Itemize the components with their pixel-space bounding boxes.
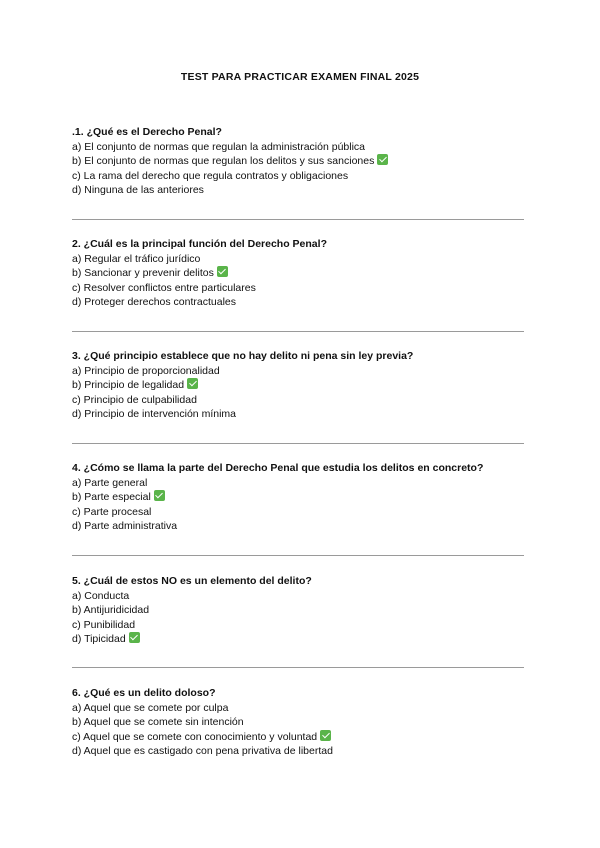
answer-option: [72, 715, 532, 730]
answer-option: [72, 589, 532, 604]
question-title: 5. ¿Cuál de estos NO es un elemento del delito?: [72, 575, 312, 587]
question-title: 2. ¿Cuál es la principal función del Derecho Penal?: [72, 238, 327, 250]
answer-option-text: b) Principio de legalidad: [72, 379, 185, 392]
answer-option: [72, 266, 532, 281]
question-block: [72, 349, 532, 422]
answer-option: [72, 281, 532, 296]
answer-option-text: d) Principio de intervención mínima: [72, 408, 236, 421]
question-block: [72, 686, 532, 759]
answer-option: [72, 183, 532, 198]
answer-option: [72, 169, 532, 184]
check-mark-icon: [320, 730, 331, 741]
question-block: [72, 461, 532, 534]
answer-option: [72, 252, 532, 267]
answer-option-text: a) Regular el tráfico jurídico: [72, 252, 201, 265]
divider-line: [72, 331, 524, 332]
question-block: [72, 237, 532, 310]
answer-option: [72, 154, 532, 169]
answer-option: [72, 490, 532, 505]
divider-line: [72, 667, 524, 668]
answer-option: [72, 476, 532, 491]
answer-option-text: d) Ninguna de las anteriores: [72, 184, 204, 197]
answer-option-text: d) Tipicidad: [72, 633, 126, 646]
answer-option-text: b) Antijuridicidad: [72, 604, 150, 617]
answer-option: [72, 744, 532, 759]
check-mark-icon: [377, 154, 388, 165]
question-block: [72, 574, 532, 647]
question-title: 6. ¿Qué es un delito doloso?: [72, 687, 216, 699]
divider-line: [72, 555, 524, 556]
answer-option-text: b) Sancionar y prevenir delitos: [72, 267, 214, 280]
answer-option-text: c) Principio de culpabilidad: [72, 393, 197, 406]
answer-option: [72, 618, 532, 633]
answer-option: [72, 505, 532, 520]
answer-option-text: a) Parte general: [72, 476, 148, 489]
answer-option-text: a) Aquel que se comete por culpa: [72, 701, 229, 714]
answer-option-text: a) Conducta: [72, 589, 130, 602]
question-title: .1. ¿Qué es el Derecho Penal?: [72, 126, 222, 138]
question-block: [72, 125, 532, 198]
answer-option: [72, 393, 532, 408]
answer-option-text: d) Parte administrativa: [72, 520, 178, 533]
answer-option-text: d) Proteger derechos contractuales: [72, 296, 237, 309]
answer-option-text: a) El conjunto de normas que regulan la administración pública: [72, 140, 366, 153]
answer-option-text: d) Aquel que es castigado con pena privativa de libertad: [72, 745, 333, 758]
divider-line: [72, 219, 524, 220]
answer-option: [72, 519, 532, 534]
question-title: 3. ¿Qué principio establece que no hay delito ni pena sin ley previa?: [72, 350, 414, 362]
question-title: 4. ¿Cómo se llama la parte del Derecho Penal que estudia los delitos en concreto?: [72, 462, 484, 474]
answer-option-text: c) Resolver conflictos entre particulares: [72, 281, 256, 294]
answer-option-text: c) Punibilidad: [72, 618, 136, 631]
answer-option-text: b) Aquel que se comete sin intención: [72, 716, 244, 729]
answer-option: [72, 632, 532, 647]
divider-line: [72, 443, 524, 444]
check-mark-icon: [217, 266, 228, 277]
answer-option: [72, 364, 532, 379]
answer-option: [72, 140, 532, 155]
page-title: TEST PARA PRACTICAR EXAMEN FINAL 2025: [180, 71, 420, 83]
answer-option: [72, 378, 532, 393]
check-mark-icon: [154, 490, 165, 501]
answer-option-text: c) La rama del derecho que regula contratos y obligaciones: [72, 169, 349, 182]
answer-option: [72, 295, 532, 310]
check-mark-icon: [129, 632, 140, 643]
answer-option-text: b) Parte especial: [72, 491, 151, 504]
answer-option: [72, 407, 532, 422]
answer-option-text: c) Aquel que se comete con conocimiento y voluntad: [72, 730, 318, 743]
answer-option-text: b) El conjunto de normas que regulan los delitos y sus sanciones: [72, 155, 375, 168]
answer-option: [72, 603, 532, 618]
answer-option-text: c) Parte procesal: [72, 505, 152, 518]
answer-option: [72, 701, 532, 716]
check-mark-icon: [187, 378, 198, 389]
answer-option: [72, 730, 532, 745]
answer-option-text: a) Principio de proporcionalidad: [72, 364, 220, 377]
